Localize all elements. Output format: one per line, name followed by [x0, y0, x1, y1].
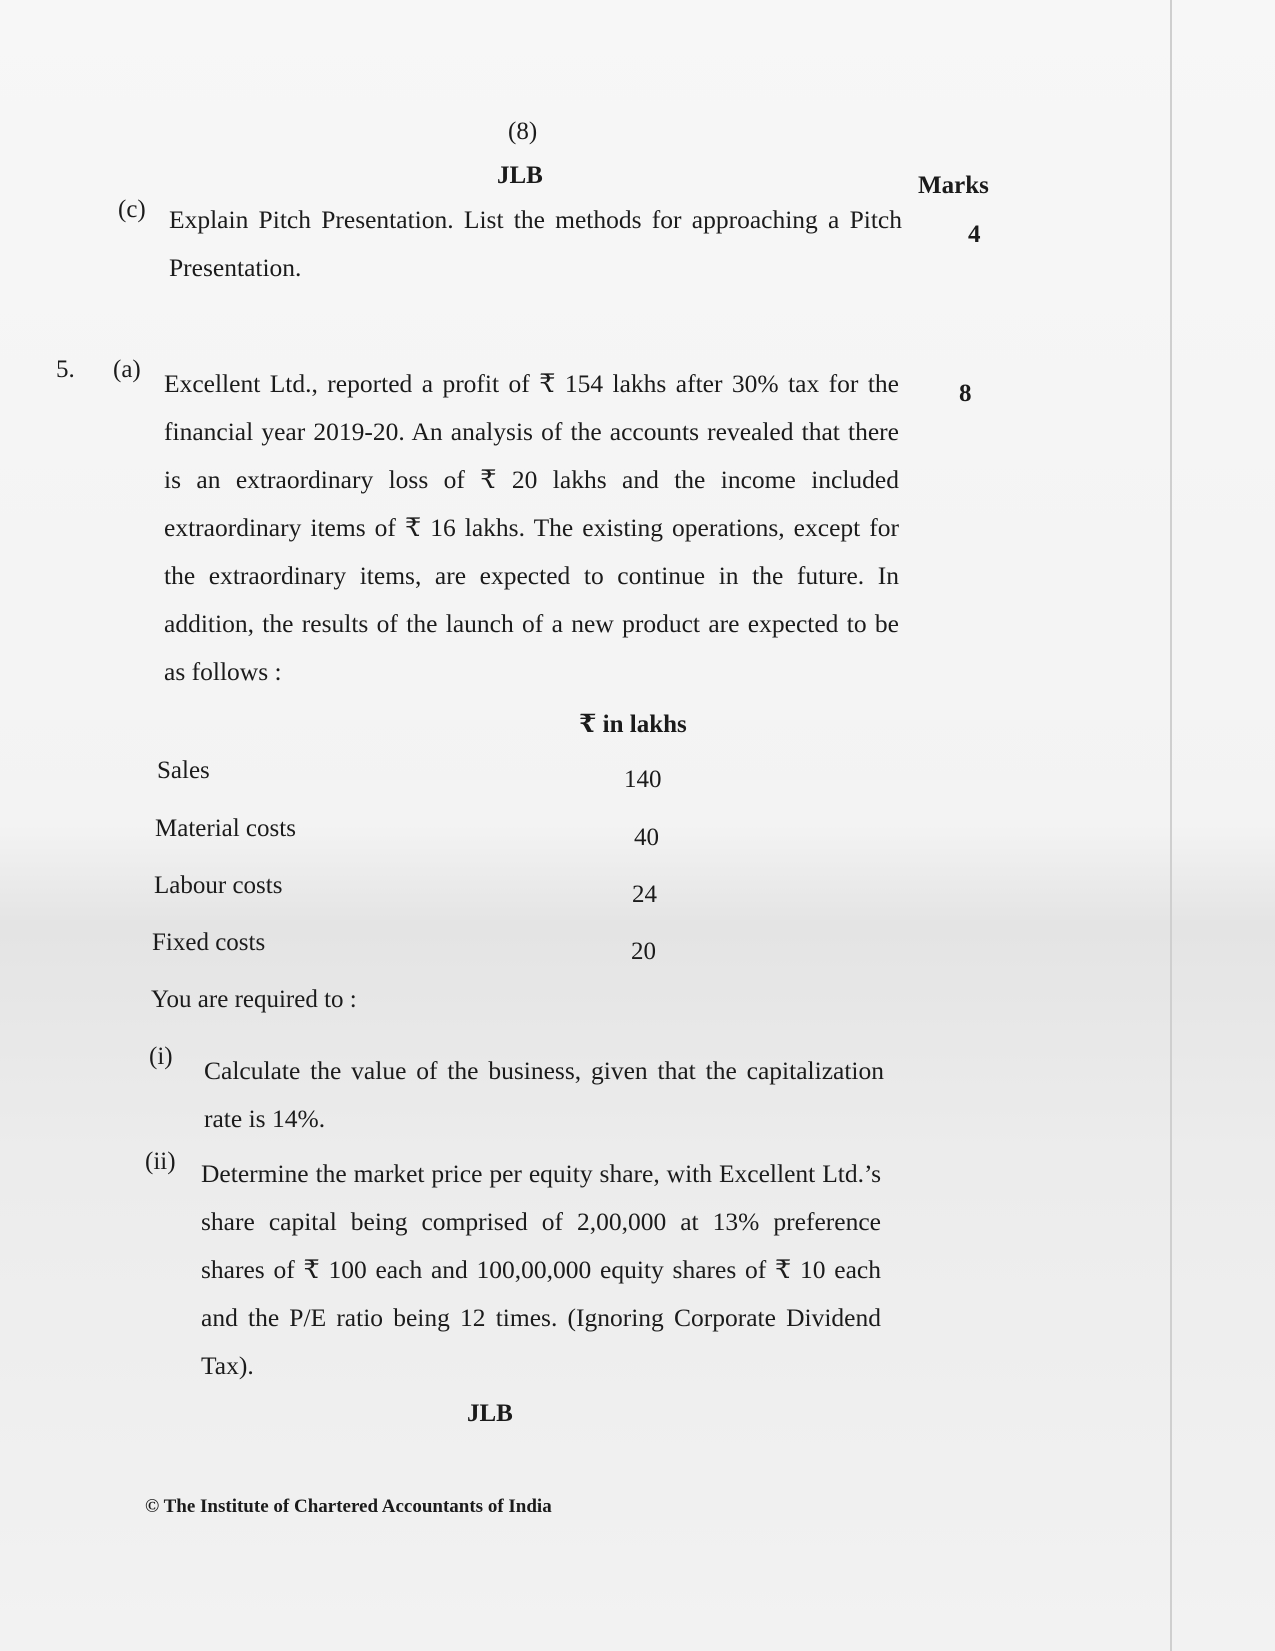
table-row-label: Labour costs: [154, 872, 283, 899]
subpart-text: Calculate the value of the business, given that the capitalization rate is 14%.: [204, 1056, 884, 1133]
table-row-value: 20: [631, 938, 656, 965]
page-number: (8): [508, 118, 538, 145]
q5-number: 5.: [56, 356, 75, 383]
marks-heading: Marks: [918, 172, 989, 199]
table-row-label: Fixed costs: [152, 929, 266, 956]
table-row-value: 24: [632, 881, 657, 908]
footer-code: JLB: [467, 1400, 513, 1427]
header-code: JLB: [497, 162, 543, 189]
q4c-label: (c): [118, 196, 146, 223]
subpart-label: (ii): [145, 1148, 176, 1175]
table-row-label: Sales: [157, 757, 210, 784]
copyright: © The Institute of Chartered Accountants of India: [145, 1496, 552, 1517]
q4c-text: Explain Pitch Presentation. List the methods for approaching a Pitch Presentation.: [169, 205, 902, 282]
q5-text: Excellent Ltd., reported a profit of ₹ 154 lakhs after 30% tax for the financial year 2019-20. An analysis of the accounts revealed that there is an extraordinary loss of ₹ 20 lakhs and the income included extraordinary items of ₹ 16 lakhs. The existing operations, except for the extraordinary items, are expected to continue in the future. In addition, the results of the launch of a new product are expected to be as follows :: [164, 369, 899, 686]
q4c-marks: 4: [968, 221, 981, 248]
table-row-label: Material costs: [155, 815, 296, 842]
subpart-text: Determine the market price per equity share, with Excellent Ltd.’s share capital being comprised of 2,00,000 at 13% preference shares of ₹ 100 each and 100,00,000 equity shares of ₹ 10 each and the P/E ratio being 12 times. (Ignoring Corporate Dividend Tax).: [201, 1159, 881, 1380]
table-row-value: 40: [634, 824, 659, 851]
q5-marks: 8: [959, 380, 972, 407]
table-row-value: 140: [624, 766, 662, 793]
subpart-label: (i): [149, 1043, 173, 1070]
required-text: You are required to :: [151, 986, 357, 1013]
q5-part-a-label: (a): [113, 356, 141, 383]
table-heading: ₹ in lakhs: [579, 711, 687, 738]
